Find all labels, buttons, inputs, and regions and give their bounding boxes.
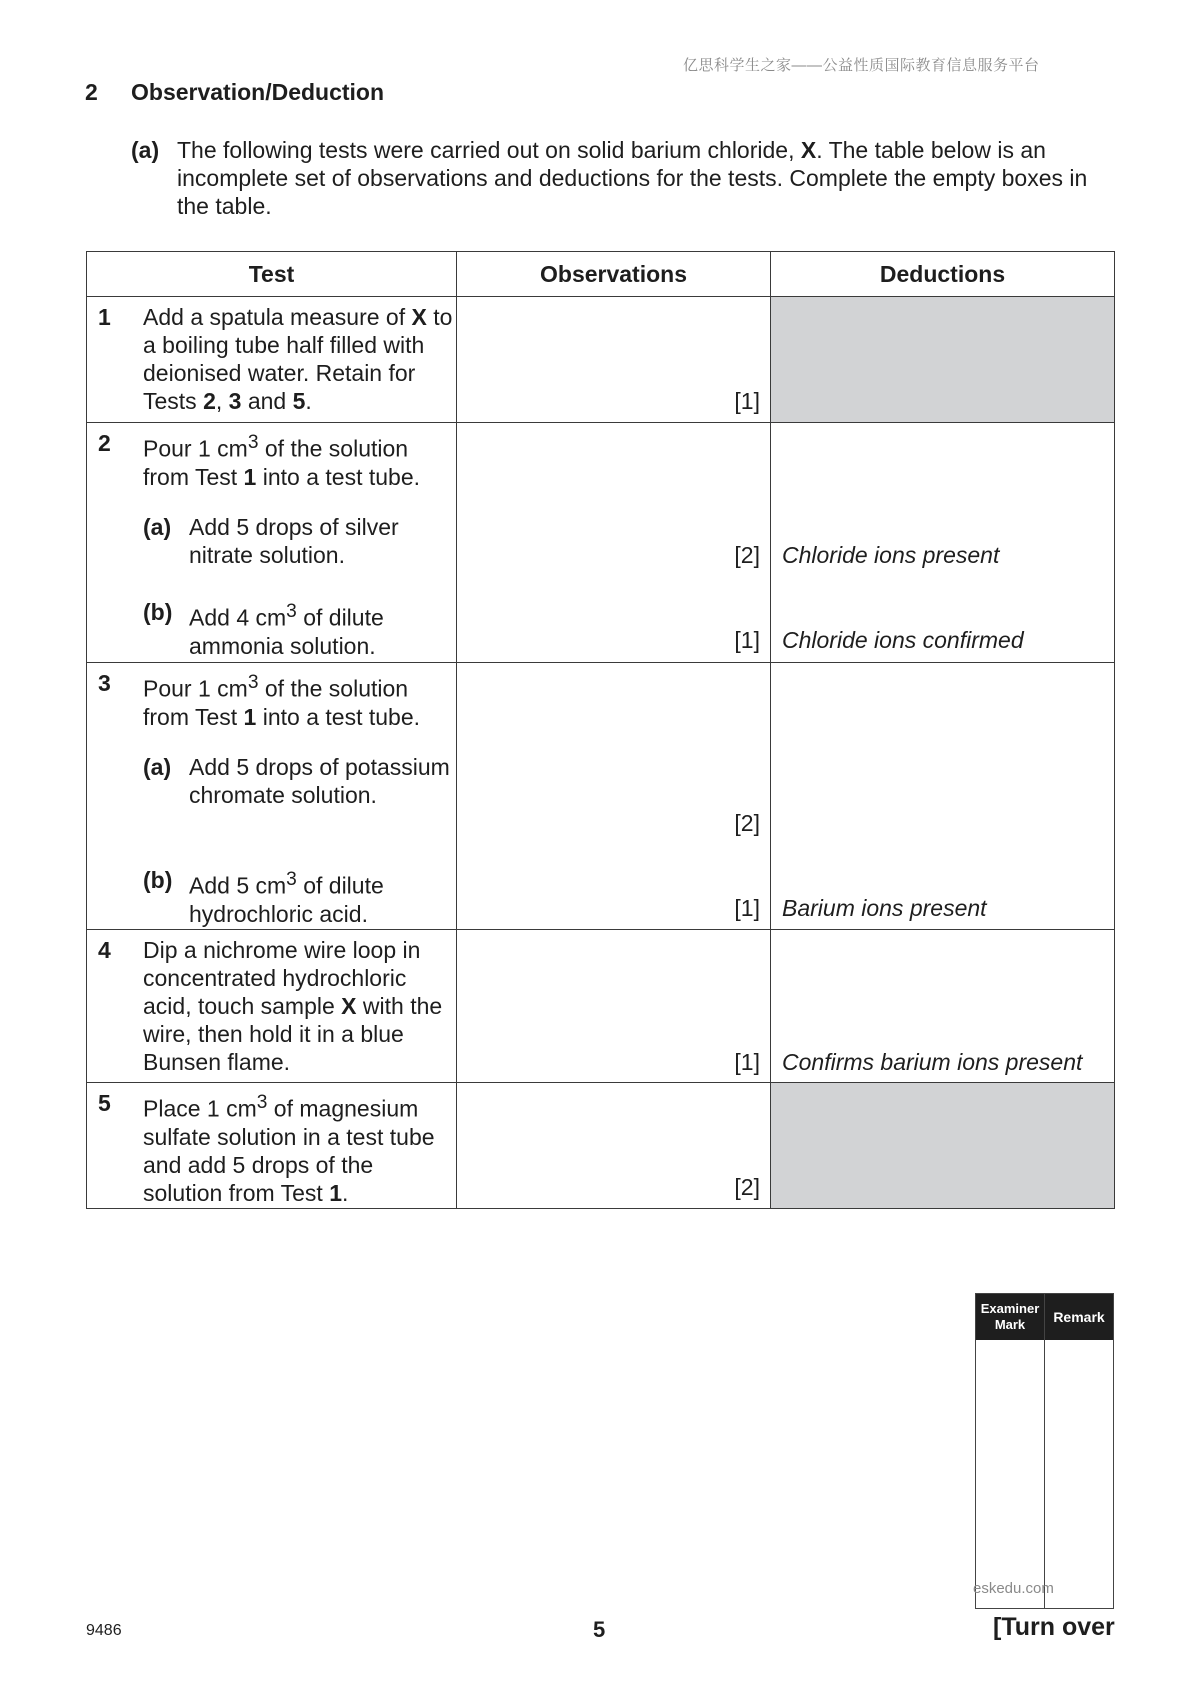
table-row xyxy=(87,1083,1115,1209)
sub-label: (a) xyxy=(143,754,172,780)
test-number: 3 xyxy=(98,670,111,696)
mark-allocation: [2] xyxy=(734,810,760,836)
results-table xyxy=(86,251,1115,1209)
test-description: Dip a nichrome wire loop in concentrated hydrochloric acid, touch sample X with the wire, then hold it in a blue Bunsen flame. xyxy=(143,937,443,1075)
deduction-text: Confirms barium ions present xyxy=(782,1049,1083,1075)
test-number: 1 xyxy=(98,304,111,330)
deduction-text: Barium ions present xyxy=(782,895,987,921)
test-cell-1 xyxy=(87,297,457,423)
mark-allocation: [2] xyxy=(734,542,760,568)
deduction-text: Chloride ions present xyxy=(782,542,1000,568)
test-cell-4 xyxy=(87,930,457,1083)
deduction-cell-5-shaded xyxy=(771,1083,1115,1209)
table-row xyxy=(87,930,1115,1083)
observation-cell-2[interactable] xyxy=(457,423,771,663)
deduction-cell-4 xyxy=(771,930,1115,1083)
test-number: 5 xyxy=(98,1090,111,1116)
test-description: Add a spatula measure of X to a boiling tube half filled with deionised water. Retain for Tests 2, 3 and 5. xyxy=(143,304,453,414)
header-test: Test xyxy=(87,252,457,297)
test-cell-2 xyxy=(87,423,457,663)
sub-label: (b) xyxy=(143,867,173,893)
header-deductions: Deductions xyxy=(771,252,1115,297)
turn-over: [Turn over xyxy=(993,1613,1115,1641)
examiner-mark-box xyxy=(975,1293,1114,1609)
observation-cell-5[interactable] xyxy=(457,1083,771,1209)
sub-description: Add 5 drops of silver nitrate solution. xyxy=(189,514,399,568)
paper-code: 9486 xyxy=(86,1622,122,1639)
deduction-cell-1-shaded xyxy=(771,297,1115,423)
sub-label: (b) xyxy=(143,599,173,625)
bottom-watermark: eskedu.com xyxy=(973,1580,1054,1597)
remark-label: Remark xyxy=(1053,1309,1105,1325)
test-number: 2 xyxy=(98,430,111,456)
part-label: (a) xyxy=(131,137,160,163)
test-description: Place 1 $cm^3$ of magnesium sulfate solution in a test tube and add 5 drops of the solution from Test 1. xyxy=(143,1092,435,1206)
table-header-row xyxy=(87,252,1115,297)
test-description: Pour 1 $cm^3$ of the solution from Test 1 into a test tube. xyxy=(143,432,421,490)
instructions: The following tests were carried out on solid barium chloride, X. The table below is an incomplete set of observations and deductions for the tests. Complete the empty boxes in the table. xyxy=(177,137,1088,219)
test-cell-3 xyxy=(87,663,457,930)
table-row xyxy=(87,663,1115,930)
observation-cell-4[interactable] xyxy=(457,930,771,1083)
header-watermark: 亿思科学生之家——公益性质国际教育信息服务平台 xyxy=(683,57,1040,74)
deduction-cell-3 xyxy=(771,663,1115,930)
question-title: Observation/Deduction xyxy=(131,79,385,105)
sub-label: (a) xyxy=(143,514,172,540)
sub-description: Add 5 drops of potassium chromate solution. xyxy=(189,754,450,808)
question-number: 2 xyxy=(85,79,98,105)
test-number: 4 xyxy=(98,937,111,963)
mark-allocation: [2] xyxy=(734,1174,760,1200)
examiner-mark-label: Examiner Mark xyxy=(980,1301,1040,1332)
observation-cell-3[interactable] xyxy=(457,663,771,930)
mark-allocation: [1] xyxy=(734,895,760,921)
header-observations: Observations xyxy=(457,252,771,297)
table-row xyxy=(87,423,1115,663)
examiner-box-divider xyxy=(1044,1294,1045,1608)
table-row xyxy=(87,297,1115,423)
deduction-cell-2 xyxy=(771,423,1115,663)
sub-description: Add 4 $cm^3$ of dilute ammonia solution. xyxy=(189,601,384,659)
page-number: 5 xyxy=(593,1617,606,1642)
test-cell-5 xyxy=(87,1083,457,1209)
sub-description: Add 5 $cm^3$ of dilute hydrochloric acid. xyxy=(189,869,384,927)
mark-allocation: [1] xyxy=(734,1049,760,1075)
mark-allocation: [1] xyxy=(734,388,760,414)
mark-allocation: [1] xyxy=(734,627,760,653)
test-description: Pour 1 $cm^3$ of the solution from Test 1 into a test tube. xyxy=(143,672,421,730)
deduction-text: Chloride ions confirmed xyxy=(782,627,1024,653)
observation-cell-1[interactable] xyxy=(457,297,771,423)
